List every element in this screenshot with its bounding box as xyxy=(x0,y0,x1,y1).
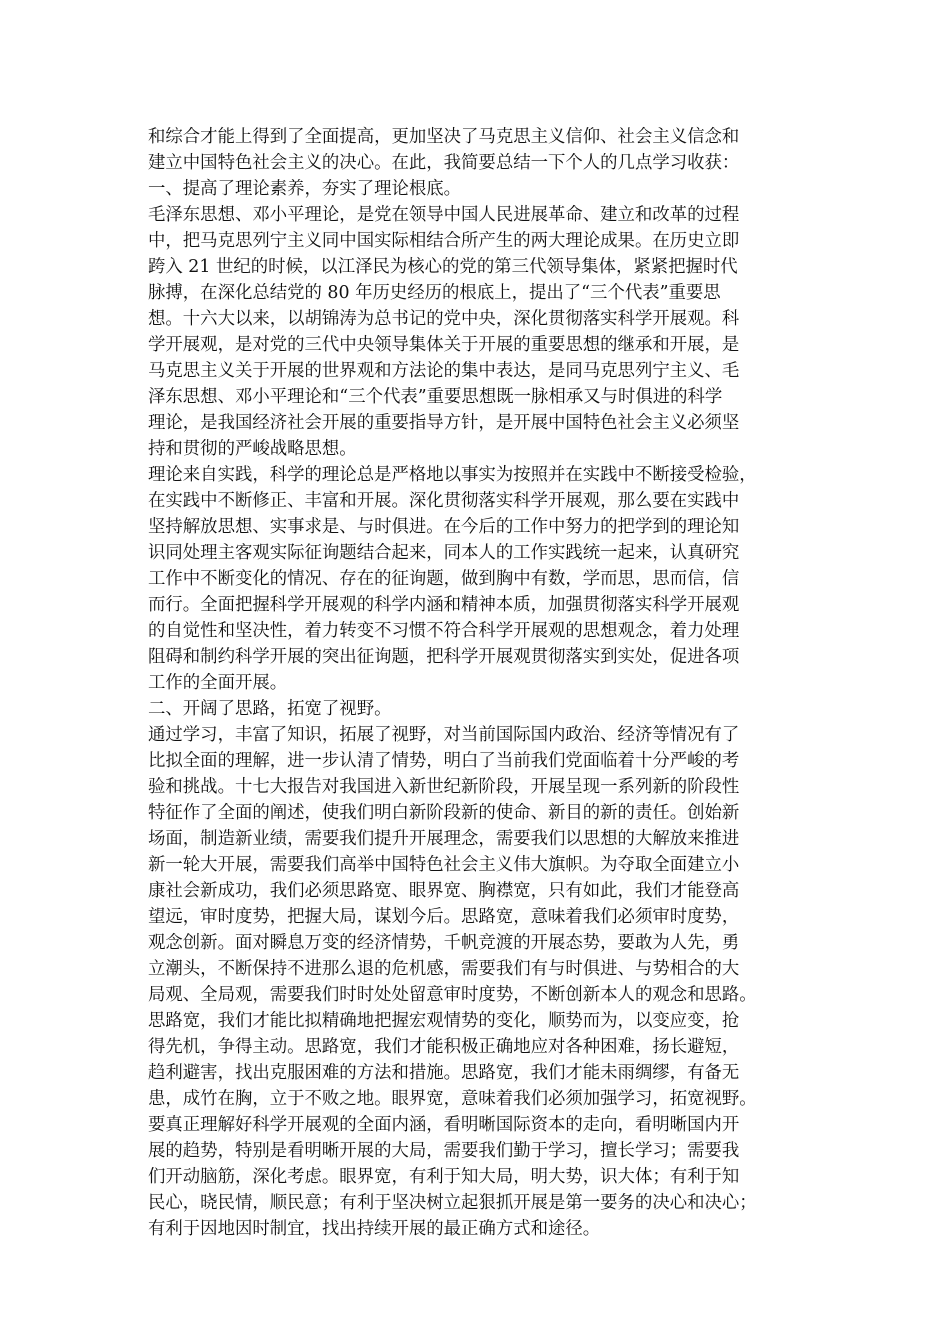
text-line: 建立中国特色社会主义的决心。在此，我简要总结一下个人的几点学习收获： xyxy=(148,153,740,173)
text-line: 局观、全局观，需要我们时时处处留意审时度势，不断创新本人的观念和思路。 xyxy=(148,985,757,1005)
text-line: 新一轮大开展，需要我们高举中国特色社会主义伟大旗帜。为夺取全面建立小 xyxy=(148,855,740,875)
text-line: 阻碍和制约科学开展的突出征询题，把科学开展观贯彻落实到实处，促进各项 xyxy=(148,647,740,667)
text-line: 想。十六大以来，以胡锦涛为总书记的党中央，深化贯彻落实科学开展观。科 xyxy=(148,309,740,329)
text-line: 跨入 21 世纪的时候，以江泽民为核心的党的第三代领导集体，紧紧把握时代 xyxy=(148,257,738,277)
text-line: 特征作了全面的阐述，使我们明白新阶段新的使命、新目的新的责任。创始新 xyxy=(148,803,740,823)
text-line: 验和挑战。十七大报告对我国进入新世纪新阶段，开展呈现一系列新的阶段性 xyxy=(148,777,740,797)
text-line: 泽东思想、邓小平理论和“三个代表”重要思想既一脉相承又与时俱进的科学 xyxy=(148,387,723,407)
text-line: 理论，是我国经济社会开展的重要指导方针，是开展中国特色社会主义必须坚 xyxy=(148,413,740,433)
text-line: 比拟全面的理解，进一步认清了情势，明白了当前我们党面临着十分严峻的考 xyxy=(148,751,740,771)
text-line: 识同处理主客观实际征询题结合起来，同本人的工作实践统一起来，认真研究 xyxy=(148,543,740,563)
text-line: 的自觉性和坚决性，着力转变不习惯不符合科学开展观的思想观念，着力处理 xyxy=(148,621,740,641)
text-line: 有利于因地因时制宜，找出持续开展的最正确方式和途径。 xyxy=(148,1219,601,1239)
text-line: 工作中不断变化的情况、存在的征询题，做到胸中有数，学而思，思而信，信 xyxy=(148,569,740,589)
text-line: 中，把马克思列宁主义同中国实际相结合所产生的两大理论成果。在历史立即 xyxy=(148,231,740,251)
text-line: 和综合才能上得到了全面提高，更加坚决了马克思主义信仰、社会主义信念和 xyxy=(148,127,740,147)
text-line: 脉搏，在深化总结党的 80 年历史经历的根底上，提出了“三个代表”重要思 xyxy=(148,283,721,303)
section-heading-1: 一、提高了理论素养，夯实了理论根底。 xyxy=(148,179,462,199)
text-line: 望远，审时度势，把握大局，谋划今后。思路宽，意味着我们必须审时度势， xyxy=(148,907,740,927)
text-line: 学开展观，是对党的三代中央领导集体关于开展的重要思想的继承和开展，是 xyxy=(148,335,740,355)
text-line: 马克思主义关于开展的世界观和方法论的集中表达，是同马克思列宁主义、毛 xyxy=(148,361,740,381)
text-line: 思路宽，我们才能比拟精确地把握宏观情势的变化，顺势而为，以变应变，抢 xyxy=(148,1011,740,1031)
text-line: 场面，制造新业绩，需要我们提升开展理念，需要我们以思想的大解放来推进 xyxy=(148,829,740,849)
text-line: 要真正理解好科学开展观的全面内涵，看明晰国际资本的走向，看明晰国内开 xyxy=(148,1115,740,1135)
text-line: 毛泽东思想、邓小平理论，是党在领导中国人民进展革命、建立和改革的过程 xyxy=(148,205,740,225)
document-body xyxy=(148,124,808,1242)
text-line: 通过学习，丰富了知识，拓展了视野，对当前国际国内政治、经济等情况有了 xyxy=(148,725,740,745)
text-line: 展的趋势，特别是看明晰开展的大局，需要我们勤于学习，擅长学习；需要我 xyxy=(148,1141,740,1161)
text-line: 持和贯彻的严峻战略思想。 xyxy=(148,439,357,459)
text-line: 理论来自实践，科学的理论总是严格地以事实为按照并在实践中不断接受检验， xyxy=(148,465,757,485)
section-heading-2: 二、开阔了思路，拓宽了视野。 xyxy=(148,699,392,719)
text-line: 康社会新成功，我们必须思路宽、眼界宽、胸襟宽，只有如此，我们才能登高 xyxy=(148,881,740,901)
text-line: 得先机，争得主动。思路宽，我们才能积极正确地应对各种困难，扬长避短， xyxy=(148,1037,740,1057)
text-line: 工作的全面开展。 xyxy=(148,673,288,693)
text-line: 在实践中不断修正、丰富和开展。深化贯彻落实科学开展观，那么要在实践中 xyxy=(148,491,740,511)
text-line: 观念创新。面对瞬息万变的经济情势，千帆竞渡的开展态势，要敢为人先，勇 xyxy=(148,933,740,953)
text-line: 立潮头，不断保持不进那么退的危机感，需要我们有与时俱进、与势相合的大 xyxy=(148,959,740,979)
text-line: 民心，晓民情，顺民意；有利于坚决树立起狠抓开展是第一要务的决心和决心； xyxy=(148,1193,757,1213)
text-line: 患，成竹在胸，立于不败之地。眼界宽，意味着我们必须加强学习，拓宽视野。 xyxy=(148,1089,757,1109)
text-line: 坚持解放思想、实事求是、与时俱进。在今后的工作中努力的把学到的理论知 xyxy=(148,517,740,537)
text-line: 趋利避害，找出克服困难的方法和措施。思路宽，我们才能未雨绸缪，有备无 xyxy=(148,1063,740,1083)
text-line: 们开动脑筋，深化考虑。眼界宽，有利于知大局，明大势，识大体；有利于知 xyxy=(148,1167,740,1187)
text-line: 而行。全面把握科学开展观的科学内涵和精神本质，加强贯彻落实科学开展观 xyxy=(148,595,740,615)
